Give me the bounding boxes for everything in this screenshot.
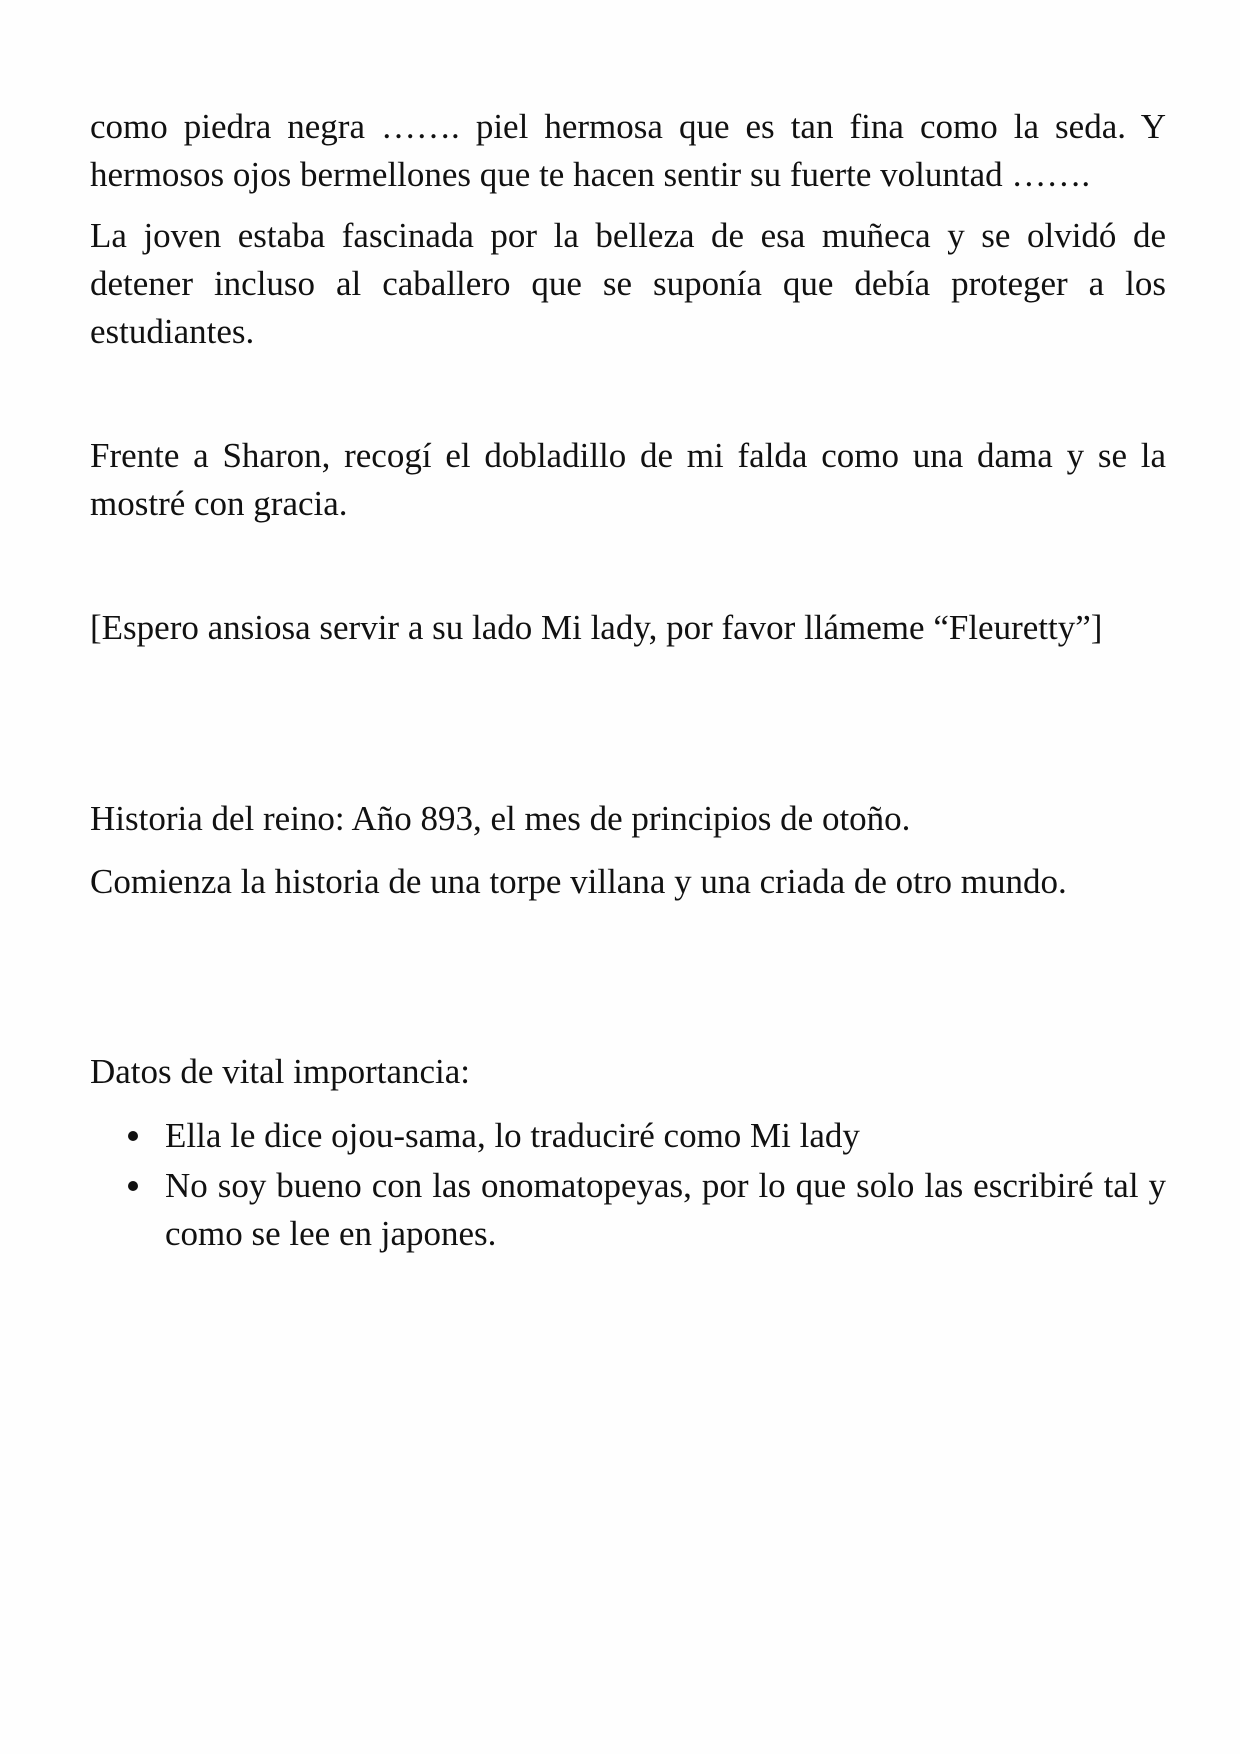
list-item-text: No soy bueno con las onomatopeyas, por lo que solo las escribiré tal y como se lee en japones. (165, 1166, 1166, 1253)
list-item-text: Ella le dice ojou-sama, lo traduciré como Mi lady (165, 1116, 860, 1155)
story-begins-line: Comienza la historia de una torpe villana y una criada de otro mundo. (90, 862, 1067, 901)
kingdom-history-line: Historia del reino: Año 893, el mes de principios de otoño. (90, 799, 911, 838)
paragraph-curtsy: Frente a Sharon, recogí el dobladillo de mi falda como una dama y se la mostré con gracia. (90, 436, 1166, 523)
bullet-icon (128, 1181, 138, 1191)
notes-heading: Datos de vital importancia: (90, 1052, 471, 1091)
list-item (90, 1162, 1166, 1258)
list-item (90, 1112, 1166, 1160)
paragraph-description: como piedra negra ……. piel hermosa que es tan fina como la seda. Y hermosos ojos bermellones que te hacen sentir su fuerte voluntad ……. (90, 107, 1166, 194)
dialogue-line: [Espero ansiosa servir a su lado Mi lady, por favor llámeme “Fleuretty”] (90, 608, 1103, 647)
bullet-icon (128, 1131, 138, 1141)
notes-list (90, 1112, 1166, 1260)
paragraph-fascination: La joven estaba fascinada por la belleza de esa muñeca y se olvidó de detener incluso al caballero que se suponía que debía proteger a los estudiantes. (90, 216, 1166, 351)
